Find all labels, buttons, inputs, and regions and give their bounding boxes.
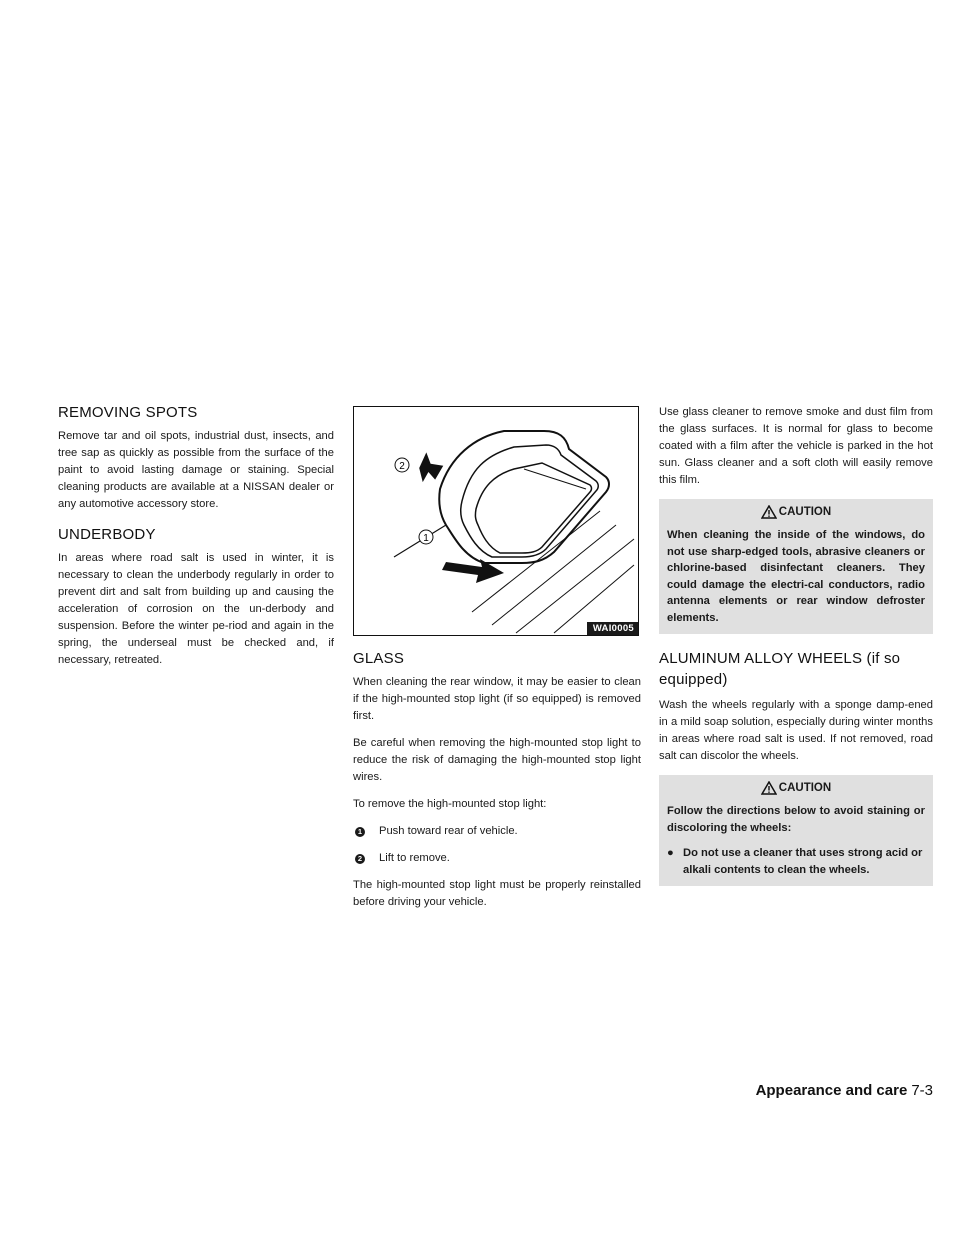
underbody-heading: UNDERBODY [58, 526, 156, 543]
column-right [659, 404, 933, 898]
warning-triangle-icon [761, 781, 777, 795]
caution-wheels-bullet [667, 845, 925, 878]
column-middle [353, 404, 641, 921]
caution-windows-text: When cleaning the inside of the windows, do not use sharp-edged tools, abrasive cleaners or chlorine-based disinfectant cleaners. They could damage the electri-cal conductors, radio antenna elements or rear window defroster elements. [667, 529, 925, 624]
underbody-paragraph: In areas where road salt is used in winter, it is necessary to clean the underbody regularly in order to prevent dirt and salt from building up and causing the acceleration of corrosion on the un-derbody and suspension. Before the winter pe-riod and again in the spring, the underseal must be checked and, if necessary, retreated. [58, 552, 334, 666]
page-footer [756, 1082, 933, 1099]
alloy-wheels-heading: ALUMINUM ALLOY WHEELS (if so equipped) [659, 650, 901, 688]
glass-cleaner-paragraph: Use glass cleaner to remove smoke and dust film from the glass surfaces. It is normal for glass to become coated with a film after the vehicle is parked in the hot sun. Glass cleaner and a soft cloth will easily remove this film. [659, 406, 933, 486]
page-number: 7-3 [911, 1082, 933, 1099]
step-1-text: Push toward rear of vehicle. [379, 825, 518, 837]
figure-code: WAI0005 [587, 622, 638, 635]
figure-label-2: 2 [399, 461, 405, 472]
step-2-number: 2 [355, 854, 365, 864]
caution-wheels-text: Follow the directions below to avoid staining or discoloring the wheels: [667, 805, 925, 834]
caution-header-2 [667, 781, 925, 795]
section-name: Appearance and care [755, 1082, 908, 1099]
glass-paragraph-4: The high-mounted stop light must be properly reinstalled before driving your vehicle. [353, 879, 641, 908]
bullet-icon: ● [667, 847, 674, 859]
removing-spots-heading: REMOVING SPOTS [58, 404, 198, 421]
caution-title: CAUTION [778, 506, 832, 518]
removing-spots-paragraph: Remove tar and oil spots, industrial dust, insects, and tree sap as quickly as possible from the surface of the paint to avoid lasting damage or staining. Special cleaning products are available at a NISSAN dealer or any automotive accessory store. [58, 430, 334, 510]
glass-paragraph-2: Be careful when removing the high-mounted stop light to reduce the risk of damaging the high-mounted stop light wires. [353, 737, 641, 783]
warning-triangle-icon [761, 505, 777, 519]
column-left [58, 404, 334, 679]
caution-title-2: CAUTION [778, 782, 832, 794]
step-1 [353, 823, 641, 840]
step-2 [353, 850, 641, 867]
caution-box-windows [659, 499, 933, 634]
caution-box-wheels [659, 775, 933, 886]
glass-paragraph-3: To remove the high-mounted stop light: [353, 798, 547, 810]
alloy-wheels-paragraph: Wash the wheels regularly with a sponge damp-ened in a mild soap solution, especially during winter months in areas where road salt is used. If not removed, road salt can discolor the wheels. [659, 699, 933, 762]
glass-paragraph-1: When cleaning the rear window, it may be easier to clean if the high-mounted stop light (if so equipped) is removed first. [353, 676, 641, 722]
figure-label-1: 1 [423, 533, 429, 544]
stop-light-drawing [354, 407, 638, 635]
glass-heading: GLASS [353, 650, 405, 667]
caution-header [667, 505, 925, 519]
step-2-text: Lift to remove. [379, 852, 450, 864]
step-1-number: 1 [355, 827, 365, 837]
caution-wheels-bullet-text: Do not use a cleaner that uses strong acid or alkali contents to clean the wheels. [683, 847, 923, 876]
stop-light-illustration [353, 406, 639, 636]
